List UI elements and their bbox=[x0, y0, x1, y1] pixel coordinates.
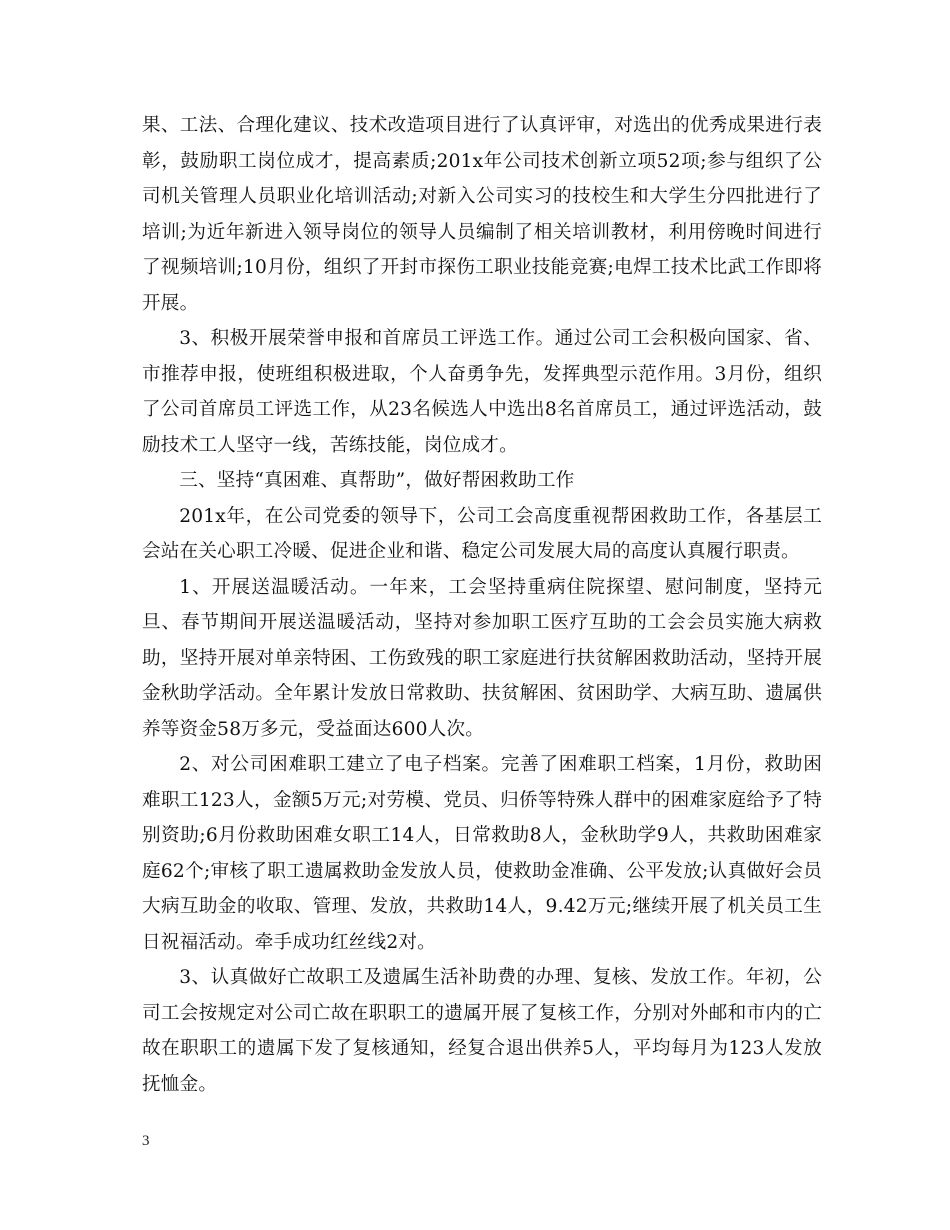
page-number: 3 bbox=[142, 1133, 150, 1149]
paragraph-5: 2、对公司困难职工建立了电子档案。完善了困难职工档案，1月份，救助困难职工123人，金额5万元;对劳模、党员、归侨等特殊人群中的困难家庭给予了特别资助;6月份救助困难女职工14人，日常救助8人，金秋助学9人，共救助困难家庭62个;审核了职工遗属救助金发放人员，使救助金准确、公平发放;认真做好会员大病互助金的收取、管理、发放，共救助14人，9.42万元;继续开展了机关员工生日祝福活动。牵手成功红丝线2对。 bbox=[142, 754, 822, 953]
paragraph-4: 1、开展送温暖活动。一年来，工会坚持重病住院探望、慰问制度，坚持元旦、春节期间开展送温暖活动，坚持对参加职工医疗互助的工会会员实施大病救助，坚持开展对单亲特困、工伤致残的职工家庭进行扶贫解困救助活动，坚持开展金秋助学活动。全年累计发放日常救助、扶贫解困、贫困助学、大病互助、遗属供养等资金58万多元，受益面达600人次。 bbox=[142, 576, 822, 740]
document-body bbox=[142, 108, 822, 1102]
section-heading: 三、坚持“真困难、真帮助”，做好帮困救助工作 bbox=[179, 470, 575, 491]
paragraph-3: 201x年，在公司党委的领导下，公司工会高度重视帮困救助工作，各基层工会站在关心职工冷暖、促进企业和谐、稳定公司发展大局的高度认真履行职责。 bbox=[142, 505, 822, 562]
paragraph-6: 3、认真做好亡故职工及遗属生活补助费的办理、复核、发放工作。年初，公司工会按规定对公司亡故在职职工的遗属开展了复核工作，分别对外邮和市内的亡故在职职工的遗属下发了复核通知，经复合退出供养5人，平均每月为123人发放抚恤金。 bbox=[142, 967, 822, 1095]
paragraph-2: 3、积极开展荣誉申报和首席员工评选工作。通过公司工会积极向国家、省、市推荐申报，使班组积极进取，个人奋勇争先，发挥典型示范作用。3月份，组织了公司首席员工评选工作，从23名候选人中选出8名首席员工，通过评选活动，鼓励技术工人坚守一线，苦练技能，岗位成才。 bbox=[142, 328, 822, 456]
paragraph-1: 果、工法、合理化建议、技术改造项目进行了认真评审，对选出的优秀成果进行表彰，鼓励职工岗位成才，提高素质;201x年公司技术创新立项52项;参与组织了公司机关管理人员职业化培训活动;对新入公司实习的技校生和大学生分四批进行了培训;为近年新进入领导岗位的领导人员编制了相关培训教材，利用傍晚时间进行了视频培训;10月份，组织了开封市探伤工职业技能竞赛;电焊工技术比武工作即将开展。 bbox=[142, 115, 822, 314]
